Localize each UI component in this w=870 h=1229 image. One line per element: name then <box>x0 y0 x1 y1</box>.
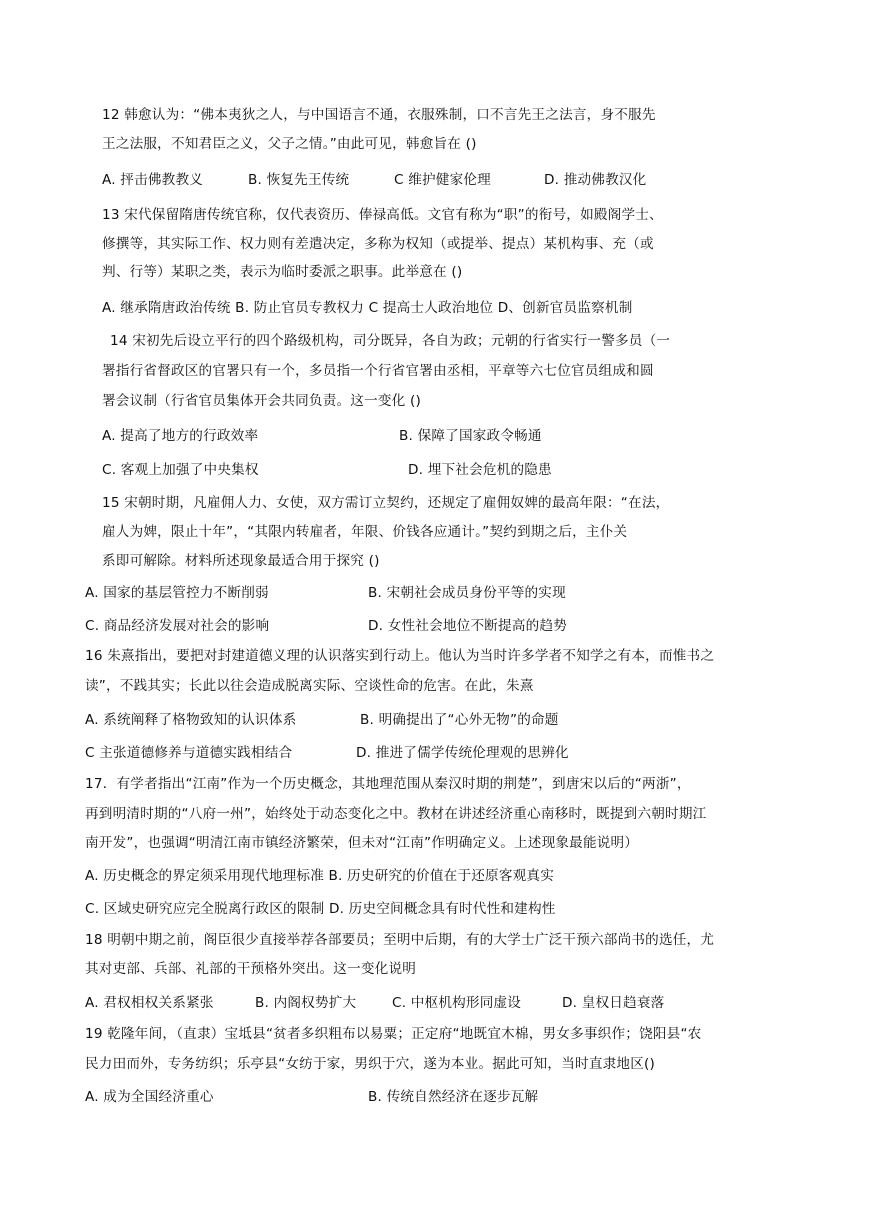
question-12-stem-line-2: 王之法服，不知君臣之义，父子之情。”由此可见，韩愈旨在 () <box>102 136 477 152</box>
question-16-stem-line-1: 16 朱熹指出，要把对封建道德义理的认识落实到行动上。他认为当时许多学者不知学之有本，而惟书之 <box>85 648 715 664</box>
question-17-stem-line-3: 南开发”，也强调“明清江南市镇经济繁荣，但未对“江南”作明确定义。上述现象最能说明） <box>85 835 639 851</box>
question-19-stem-line-2: 民力田而外，专务纺织；乐亭县“女纺于家，男织于穴，遂为本业。据此可知，当时直隶地区() <box>85 1056 655 1072</box>
question-14-option-a: A. 提高了地方的行政效率 <box>102 428 259 444</box>
question-14-stem-line-3: 署会议制（行省官员集体开会共同负责。这一变化 () <box>102 393 421 409</box>
question-17-stem-line-2: 再到明清时期的“八府一州”，始终处于动态变化之中。教材在讲述经济重心南移时，既提到六朝时期江 <box>85 806 707 822</box>
question-14-stem-line-2: 署指行省督政区的官署只有一个，多员指一个行省官署由丞相，平章等六七位官员组成和圆 <box>102 363 654 379</box>
question-15-stem-line-1: 15 宋朝时期，凡雇佣人力、女使，双方需订立契约，还规定了雇佣奴婢的最高年限：“在法， <box>102 495 670 511</box>
question-15-stem-line-3: 系即可解除。材料所述现象最适合用于探究 () <box>102 553 380 569</box>
question-12-option-b: B. 恢复先王传统 <box>248 172 350 188</box>
question-13-stem-line-2: 修撰等，其实际工作、权力则有差遣决定，多称为权知（或提举、提点）某机构事、充（或 <box>102 236 654 252</box>
question-15-option-c: C. 商品经济发展对社会的影响 <box>85 618 270 634</box>
question-17-stem-line-1: 17．有学者指出“江南”作为一个历史概念，其地理范围从秦汉时期的荆楚”，到唐宋以后的“两浙”， <box>85 776 691 792</box>
question-13-stem-line-3: 判、行等）某职之类，表示为临时委派之职事。此举意在 () <box>102 264 463 280</box>
question-14-option-b: B. 保障了国家政令畅通 <box>399 428 542 444</box>
question-12-option-d: D. 推动佛教汉化 <box>544 172 647 188</box>
question-12-stem-line-1: 12 韩愈认为：“佛本夷狄之人，与中国语言不通，衣服殊制，口不言先王之法言，身不服先 <box>102 107 656 123</box>
question-16-option-b: B. 明确提出了“心外无物”的命题 <box>360 712 559 728</box>
question-18-option-c: C. 中枢机构形同虚设 <box>392 995 522 1011</box>
question-13-stem-line-1: 13 宋代保留隋唐传统官称，仅代表资历、俸禄高低。文官有称为“职”的衔号，如殿阁学士、 <box>102 207 663 223</box>
question-16-option-c: C 主张道德修养与道德实践相结合 <box>85 745 293 761</box>
question-14-option-d: D. 埋下社会危机的隐患 <box>408 462 552 478</box>
question-15-option-b: B. 宋朝社会成员身份平等的实现 <box>368 585 566 601</box>
question-19-stem-line-1: 19 乾隆年间，（直隶）宝坻县“贫者多织粗布以易粟；正定府“地既宜木棉，男女多事织作；饶阳县“农 <box>85 1026 702 1042</box>
question-17-options-line-2: C. 区域史研究应完全脱离行政区的限制 D. 历史空间概念具有时代性和建构性 <box>85 901 556 917</box>
question-16-stem-line-2: 读”，不践其实；长此以往会造成脱离实际、空谈性命的危害。在此，朱熹 <box>85 678 534 694</box>
question-12-option-a: A. 抨击佛教教义 <box>102 172 204 188</box>
question-17-options-line-1: A. 历史概念的界定须采用现代地理标准 B. 历史研究的价值在于还原客观真实 <box>85 868 554 884</box>
question-14-option-c: C. 客观上加强了中央集权 <box>102 462 259 478</box>
question-15-option-a: A. 国家的基层管控力不断削弱 <box>85 585 269 601</box>
question-18-option-a: A. 君权相权关系紧张 <box>85 995 214 1011</box>
question-12-option-c: C 维护健家伦理 <box>394 172 491 188</box>
question-18-option-d: D. 皇权日趋衰落 <box>562 995 665 1011</box>
question-16-option-d: D. 推进了儒学传统伦理观的思辨化 <box>356 745 569 761</box>
question-14-stem-line-1: 14 宋初先后设立平行的四个路级机构，司分既异，各自为政；元朝的行省实行一警多员（一 <box>110 333 671 349</box>
question-18-stem-line-1: 18 明朝中期之前，阁臣很少直接举荐各部要员；至明中后期，有的大学士广泛干预六部尚书的选任，尤 <box>85 932 715 948</box>
question-15-option-d: D. 女性社会地位不断提高的趋势 <box>368 618 568 634</box>
question-19-option-b: B. 传统自然经济在逐步瓦解 <box>368 1089 539 1105</box>
question-16-option-a: A. 系统阐释了格物致知的认识体系 <box>85 712 297 728</box>
question-19-option-a: A. 成为全国经济重心 <box>85 1089 214 1105</box>
question-13-options: A. 继承隋唐政治传统 B. 防止官员专教权力 C 提高士人政治地位 D、创新官员监察机制 <box>102 300 633 316</box>
question-18-option-b: B. 内阁权势扩大 <box>255 995 357 1011</box>
question-15-stem-line-2: 雇人为婢，限止十年”，“其限内转雇者，年限、价钱各应通计。”契约到期之后，主仆关 <box>102 524 628 540</box>
question-18-stem-line-2: 其对吏部、兵部、礼部的干预格外突出。这一变化说明 <box>85 961 417 977</box>
